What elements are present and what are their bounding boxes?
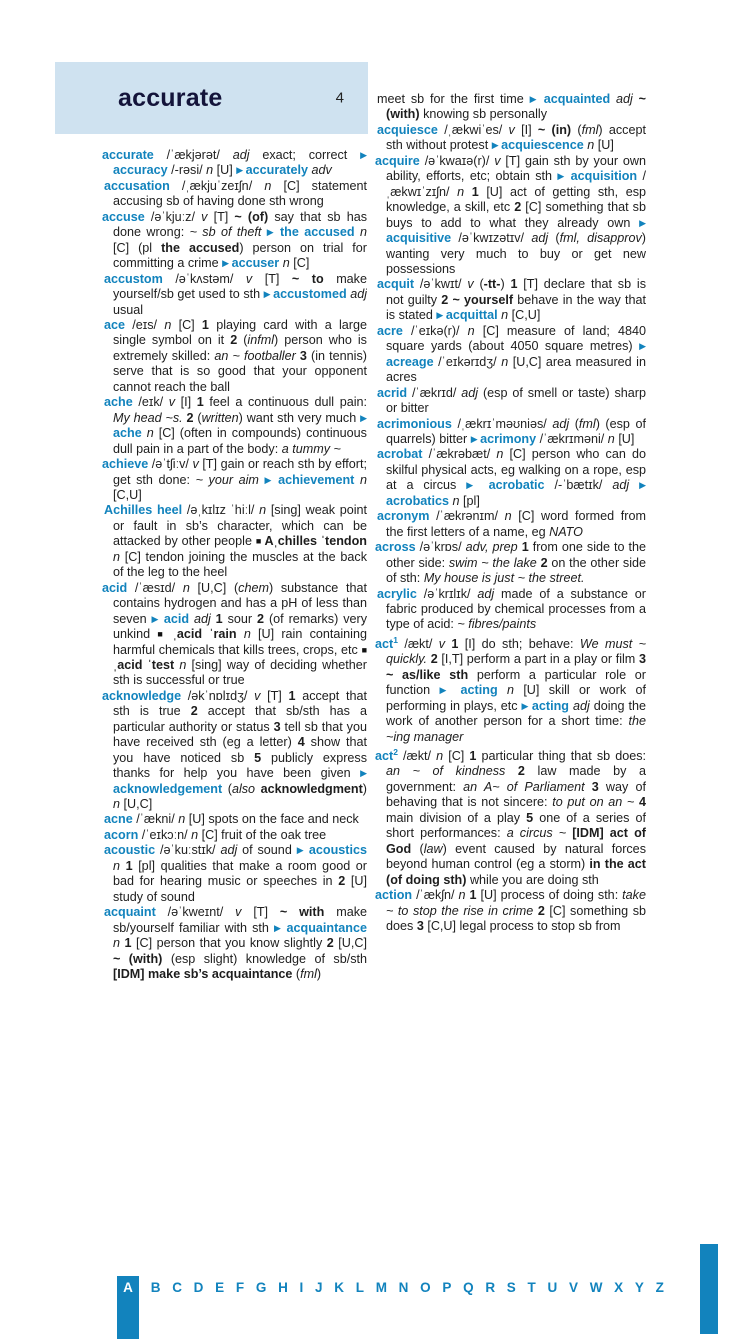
index-letter-b: B: [150, 1279, 161, 1295]
index-letter-k: K: [334, 1279, 344, 1295]
index-letter-r: R: [485, 1279, 496, 1295]
key-symbol-icon: [85, 689, 102, 704]
key-symbol-icon: [358, 540, 375, 555]
index-letter-c: C: [172, 1279, 182, 1295]
page-number: 4: [335, 89, 344, 107]
entry-ache: ache /eɪk/ v [I] 1 feel a continuous dull pain: My head ~s. 2 (written) want sth very much ▶ ache n [C] (often in compounds) continuous dull pain in a part of the body: a tummy ~: [104, 395, 367, 456]
index-letter-w: W: [589, 1279, 603, 1295]
key-symbol-icon: [358, 749, 375, 764]
entry-acquire: acquire /əˈkwaɪə(r)/ v [T] gain sth by your own ability, efforts, etc; obtain sth ▶ acquisition /ˌækwɪˈzɪʃn/ n 1 [U] act of getting sth, esp knowledge, a skill, etc 2 [C] something that sb buys to add to what they already own ▶ acquisitive /əˈkwɪzətɪv/ adj (fml, disapprov) wanting very much to buy or get new possessions: [386, 154, 646, 278]
entry-accusation: accusation /ˌækjuˈzeɪʃn/ n [C] statement accusing sb of having done sth wrong: [104, 178, 367, 209]
entry-ace: ace /eɪs/ n [C] 1 playing card with a large single symbol on it 2 (infml) person who is extremely skilled: an ~ footballer 3 (in tennis) serve that is so good that your opponent cannot reach the ball: [104, 317, 367, 394]
index-letter-l: L: [355, 1279, 364, 1295]
entry-acquiesce: acquiesce /ˌækwiˈes/ v [I] ~ (in) (fml) accept sth without protest ▶ acquiescence n [U]: [377, 122, 646, 153]
entry-acrid: acrid /ˈækrɪd/ adj (esp of smell or taste) sharp or bitter: [377, 385, 646, 416]
thumb-tab-side: [700, 1244, 718, 1334]
index-letter-z: Z: [655, 1279, 664, 1295]
key-symbol-icon: [85, 210, 102, 225]
key-symbol-icon: [358, 637, 375, 652]
left-column: [85, 148, 367, 1276]
entry-act1: act$^1$ /ækt/ v 1 [I] do sth; behave: We must ~ quickly. 2 [I,T] perform a part in a play or film 3 ~ as/like sth perform a particular role or function ▶ acting n [U] skill or work of performing in plays, etc ▶ acting adj doing the work of another person for a short time: the ~ing manager: [386, 633, 646, 745]
entry-achilles-heel: Achilles heel /əˌkɪlɪz ˈhiːl/ n [sing] weak point or fault in sb’s character, which can be attacked by other people ■ Aˌchilles ˈtendon n [C] tendon joining the muscles at the back of the leg to the heel: [104, 503, 367, 580]
index-letter-i: I: [299, 1279, 304, 1295]
entry-acid: acid /ˈæsɪd/ n [U,C] (chem) substance that contains hydrogen and has a pH of less than seven ▶ acid adj 1 sour 2 (of remarks) very unkind ■ ˌacid ˈrain n [U] rain containing harmful chemicals that kills trees, crops, etc ■ ˌacid ˈtest n [sing] way of deciding whether sth is successful or true: [113, 581, 367, 689]
entry-across: across /əˈkrɒs/ adv, prep 1 from one side to the other side: swim ~ the lake 2 on the other side of sth: My house is just ~ the street.: [386, 540, 646, 586]
guide-word: accurate: [118, 83, 223, 112]
entry-acknowledge: acknowledge /əkˈnɒlɪdʒ/ v [T] 1 accept that sth is true 2 accept that sb/sth has a particular authority or status 3 tell sb that you have received sth (eg a letter) 4 show that you have noticed sb 5 publicly express thanks for help you have been given ▶ acknowledgement (also acknowledgment) n [U,C]: [113, 689, 367, 813]
entry-acoustic: acoustic /əˈkuːstɪk/ adj of sound ▶ acoustics n 1 [pl] qualities that make a room good or bad for hearing music or speeches in 2 [U] study of sound: [104, 843, 367, 904]
index-letter-y: Y: [634, 1279, 644, 1295]
index-letter-p: P: [442, 1279, 452, 1295]
thumb-tab-bottom: [117, 1297, 139, 1339]
index-letter-v: V: [568, 1279, 578, 1295]
index-letter-h: H: [278, 1279, 288, 1295]
index-letter-e: E: [215, 1279, 225, 1295]
entry-achieve: achieve /əˈtʃiːv/ v [T] gain or reach sth by effort; get sth done: ~ your aim ▶ achievement n [C,U]: [113, 457, 367, 503]
entry-act2: act$^2$ /ækt/ n [C] 1 particular thing that sb does: an ~ of kindness 2 law made by a government: an A~ of Parliament 3 way of behaving that is not sincere: to put on an ~ 4 main division of a play 5 one of a series of short performances: a circus ~ [IDM] act of God (law) event caused by natural forces beyond human control (eg a storm) in the act (of doing sth) while you are doing sth: [386, 745, 646, 888]
entry-continuation: meet sb for the first time ▶ acquainted adj ~ (with) knowing sb personally: [377, 92, 646, 122]
index-letter-x: X: [614, 1279, 624, 1295]
index-letter-o: O: [420, 1279, 431, 1295]
index-letter-u: U: [547, 1279, 558, 1295]
entry-acorn: acorn /ˈeɪkɔːn/ n [C] fruit of the oak tree: [104, 827, 327, 842]
entry-acquaint: acquaint /əˈkweɪnt/ v [T] ~ with make sb/yourself familiar with sth ▶ acquaintance n 1 [C] person that you know slightly 2 [U,C] ~ (with) (esp slight) knowledge of sb/sth [IDM] make sb’s acquaintance (fml): [104, 905, 367, 982]
entry-acne: acne /ˈækni/ n [U] spots on the face and neck: [104, 812, 359, 827]
key-symbol-icon: [358, 888, 375, 903]
index-letter-q: Q: [463, 1279, 474, 1295]
index-letter-s: S: [506, 1279, 516, 1295]
key-symbol-icon: [85, 581, 102, 596]
right-column: [358, 92, 646, 1276]
index-letter-m: M: [375, 1279, 387, 1295]
alphabet-index: [117, 1276, 664, 1298]
entry-acrimonious: acrimonious /ˌækrɪˈməʊniəs/ adj (fml) (esp of quarrels) bitter ▶ acrimony /ˈækrɪməni/ n [U]: [377, 416, 646, 446]
key-symbol-icon: [85, 457, 102, 472]
index-letter-a: A: [117, 1276, 139, 1298]
entry-acrobat: acrobat /ˈækrəbæt/ n [C] person who can do skilful physical acts, eg walking on a rope, esp at a circus ▶ acrobatic /-ˈbætɪk/ adj ▶ acrobatics n [pl]: [377, 447, 646, 508]
index-letter-d: D: [193, 1279, 204, 1295]
entry-action: action /ˈækʃn/ n 1 [U] process of doing sth: take ~ to stop the rise in crime 2 [C] something sb does 3 [C,U] legal process to stop sb from: [386, 888, 646, 934]
index-letter-j: J: [315, 1279, 323, 1295]
index-letter-g: G: [255, 1279, 267, 1295]
entry-acquit: acquit /əˈkwɪt/ v (-tt-) 1 [T] declare that sb is not guilty 2 ~ yourself behave in the way that is stated ▶ acquittal n [C,U]: [377, 277, 646, 323]
entry-accustom: accustom /əˈkʌstəm/ v [T] ~ to make yourself/sb get used to sth ▶ accustomed adj usual: [104, 271, 367, 317]
index-letter-n: N: [398, 1279, 409, 1295]
entry-acrylic: acrylic /əˈkrɪlɪk/ adj made of a substance or fabric produced by chemical processes from a type of acid: ~ fibres/paints: [377, 586, 646, 632]
entry-accuse: accuse /əˈkjuːz/ v [T] ~ (of) say that sb has done wrong: ~ sb of theft ▶ the accused n [C] (pl the accused) person on trial for committing a crime ▶ accuser n [C]: [113, 210, 367, 272]
index-letter-f: F: [235, 1279, 245, 1295]
entry-acre: acre /ˈeɪkə(r)/ n [C] measure of land; 4840 square yards (about 4050 square metres) ▶ acreage /ˈeɪkərɪdʒ/ n [U,C] area measured in acres: [377, 323, 646, 385]
entry-acronym: acronym /ˈækrənɪm/ n [C] word formed from the first letters of a name, eg NATO: [377, 509, 646, 539]
key-symbol-icon: [358, 154, 375, 169]
index-letter-t: T: [527, 1279, 536, 1295]
entry-accurate: accurate /ˈækjərət/ adj exact; correct ▶ accuracy /-rəsi/ n [U] ▶ accurately adv: [113, 148, 367, 179]
key-symbol-icon: [85, 148, 102, 163]
page-header: [55, 62, 368, 134]
